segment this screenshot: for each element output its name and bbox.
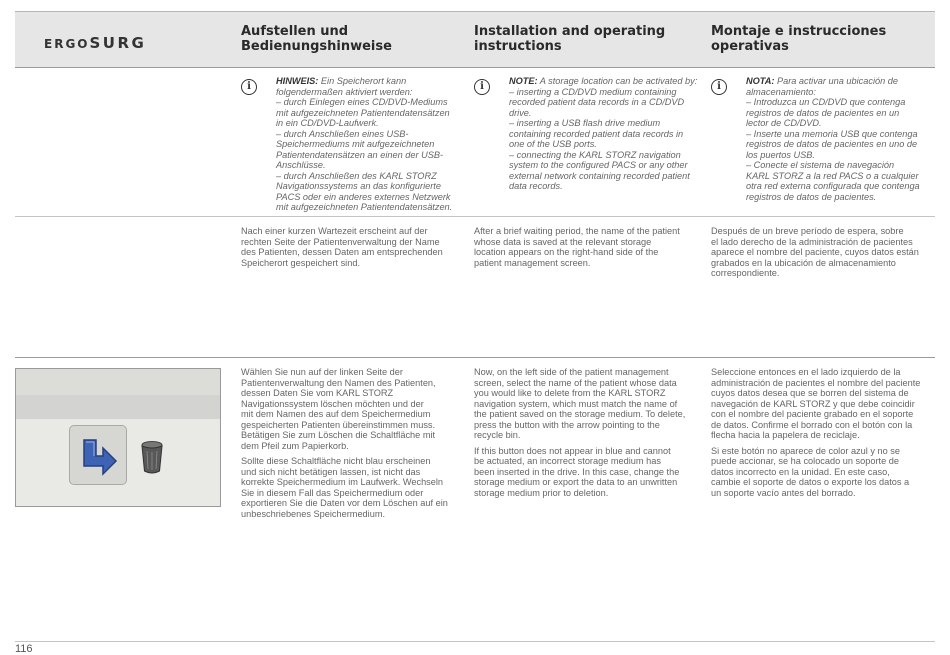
logo-ergo: ERGO <box>44 37 90 51</box>
paragraph-line: storage medium prior to deletion. <box>474 487 609 498</box>
note-line-text: PACS oder ein anderes externes Netzwerk <box>276 191 451 202</box>
screenshot-band <box>16 369 220 395</box>
paragraph-line: administración de pacientes el nombre del paciente <box>711 377 921 388</box>
paragraph-line: unbeschriebenes Speichermedium. <box>241 508 386 519</box>
note-line <box>509 87 697 98</box>
note-line <box>276 150 452 161</box>
note-line <box>276 76 452 87</box>
paragraph-line: Seleccione entonces en el lado izquierdo de la <box>711 367 901 377</box>
paragraph-line: Patientenverwaltung den Namen des Patienten, <box>241 377 436 388</box>
section-divider <box>15 216 935 217</box>
paragraph-german-2 <box>241 367 448 519</box>
note-line-text: one of the USB ports. <box>509 139 597 149</box>
paragraph-line: Después de un breve período de espera, sobre <box>711 226 904 236</box>
paragraph-line: cuyos datos desea que se borren del sistema de <box>711 388 909 398</box>
paragraph-line: the patient saved on the storage medium. To delete, <box>474 409 686 419</box>
note-line <box>276 139 452 150</box>
paragraph-line: patient management screen. <box>474 257 591 268</box>
note-line <box>276 108 452 119</box>
logo-surg: SURG <box>89 34 147 52</box>
paragraph-spanish-2 <box>711 367 920 498</box>
note-line-text: data records. <box>509 181 563 191</box>
note-line <box>276 118 452 129</box>
note-line-text: folgendermaßen aktiviert werden: <box>276 86 413 97</box>
note-line <box>509 118 697 129</box>
paragraph-line: aparece el nombre del paciente, cuyos datos están <box>711 247 919 257</box>
trash-icon <box>139 439 165 475</box>
note-line-text: KARL STORZ a la red PACS o a cualquier <box>746 170 919 181</box>
delete-button-screenshot <box>15 368 221 507</box>
paragraph-line: exportieren Sie die Daten vor dem Löschen auf ein <box>241 498 448 508</box>
paragraph-line: des Patienten, dessen Daten am entsprechenden <box>241 247 443 257</box>
note-label: NOTA: <box>746 76 775 86</box>
paragraph-english-1 <box>474 226 680 268</box>
note-line-text: mit aufgezeichneten Patientendatensätzen <box>276 107 450 118</box>
paragraph-english-2 <box>474 367 685 498</box>
paragraph-line: navigation system, which must match the name of <box>474 398 678 409</box>
heading-german-line: Bedienungshinweise <box>241 39 392 54</box>
note-spanish-text <box>746 76 920 202</box>
note-line <box>746 160 920 171</box>
note-line <box>509 97 697 108</box>
paragraph-line: Sollte diese Schaltfläche nicht blau erscheinen <box>241 456 431 466</box>
paragraph-line: location appears on the right-hand side of the <box>474 247 659 257</box>
paragraph-line: screen, select the name of the patient whose data <box>474 377 677 388</box>
note-line-text: mit aufgezeichneten Patientendatensätzen. <box>276 202 453 212</box>
note-line-text: lector de CD/DVD. <box>746 118 822 128</box>
note-line <box>276 97 452 108</box>
heading-german <box>241 24 456 54</box>
paragraph-line: flecha hacia la papelera de reciclaje. <box>711 430 860 440</box>
paragraph-line: rechten Seite der Patientenverwaltung der Name <box>241 236 440 247</box>
note-english-text <box>509 76 697 192</box>
note-line-text: recorded patient data records in a CD/DVD <box>509 97 685 107</box>
note-line <box>509 76 697 87</box>
note-line <box>276 202 452 213</box>
note-line <box>509 139 697 150</box>
note-line-text: – Conecte el sistema de navegación <box>746 160 895 170</box>
note-line-text: – durch Anschließen eines USB- <box>276 128 409 139</box>
note-line <box>509 171 697 182</box>
paragraph-line: recycle bin. <box>474 430 521 440</box>
note-line-text: Speichermediums mit aufgezeichneten <box>276 139 435 149</box>
arrow-right-icon <box>70 426 128 486</box>
info-icon: i <box>241 79 257 95</box>
info-icon: i <box>474 79 490 95</box>
paragraph-line: be actuated, an incorrect storage medium has <box>474 456 661 466</box>
note-line-text: drive. <box>509 107 532 118</box>
paragraph-line: navegación de KARL STORZ y que debe coincidir <box>711 398 915 409</box>
note-line <box>746 87 920 98</box>
paragraph-line: con el nombre del paciente grabado en el soporte <box>711 409 914 419</box>
note-line <box>746 76 920 87</box>
note-line <box>746 150 920 161</box>
note-line <box>509 181 697 192</box>
paragraph-line: de datos. Confirme el borrado con el botón con la <box>711 419 913 430</box>
note-line-text: – durch Anschließen des KARL STORZ <box>276 170 437 181</box>
note-line <box>746 118 920 129</box>
paragraph-line: mit dem Namen des auf dem Speichermedium <box>241 409 431 419</box>
note-line <box>746 181 920 192</box>
heading-spanish <box>711 24 926 54</box>
note-line <box>509 150 697 161</box>
footer-divider <box>15 641 935 642</box>
paragraph-german-1 <box>241 226 443 268</box>
paragraph-line: Wählen Sie nun auf der linken Seite der <box>241 367 403 377</box>
heading-spanish-line: operativas <box>711 39 789 54</box>
paragraph-line: puede accionar, se ha colocado un soporte de <box>711 456 899 466</box>
paragraph-line: whose data is saved at the relevant storage <box>474 236 652 247</box>
paragraph-line: datos incorrecto en la unidad. En este caso, <box>711 466 890 477</box>
note-line <box>746 139 920 150</box>
note-line-text: A storage location can be activated by: <box>537 76 698 86</box>
paragraph-line: you would like to delete from the KARL STORZ <box>474 388 666 398</box>
paragraph-line: cambie el soporte de datos o exporte los datos a <box>711 477 910 487</box>
note-line <box>746 108 920 119</box>
note-line <box>509 129 697 140</box>
heading-english-line: Installation and operating <box>474 24 666 39</box>
note-line-text: external network containing recorded patient <box>509 170 690 181</box>
paragraph-line: Navigationssystem löschen möchten und der <box>241 398 424 409</box>
note-line-text: – Introduzca un CD/DVD que contenga <box>746 97 906 107</box>
info-icon: i <box>711 79 727 95</box>
paragraph-line: Betätigen Sie zum Löschen die Schaltfläche mit <box>241 430 436 440</box>
paragraph-line: korrekte Speichermedium im Laufwerk. Wechseln <box>241 477 444 487</box>
note-line <box>509 108 697 119</box>
paragraph-line: Speicherort gespeichert sind. <box>241 257 360 268</box>
note-line <box>746 129 920 140</box>
note-line-text: otra red externa configurada que contenga <box>746 181 920 191</box>
note-line-text: containing recorded patient data records in <box>509 128 684 139</box>
paragraph-line: el lado derecho de la administración de pacientes <box>711 236 913 247</box>
screenshot-band <box>16 395 220 419</box>
paragraph-line: Sie in diesem Fall das Speichermedium oder <box>241 487 424 498</box>
note-line <box>276 192 452 203</box>
note-line-text: Patientendatensätzen an einen der USB- <box>276 149 444 160</box>
note-line-text: Navigationssystems an das konfigurierte <box>276 181 441 191</box>
paragraph-line: grabados en la ubicación de almacenamiento <box>711 257 896 268</box>
note-line-text: in ein CD/DVD-Laufwerk. <box>276 118 379 128</box>
note-line-text: los puertos USB. <box>746 149 815 160</box>
note-line <box>509 160 697 171</box>
note-line <box>276 129 452 140</box>
note-line-text: system to the configured PACS or any other <box>509 160 688 170</box>
paragraph-line: und sich nicht betätigen lassen, ist nicht das <box>241 466 421 477</box>
paragraph-line: After a brief waiting period, the name of the patient <box>474 226 680 236</box>
page-number: 116 <box>15 643 33 655</box>
paragraph-line: gespeicherten Patienten übereinstimmen muss. <box>241 419 436 430</box>
note-line-text: registros de datos de pacientes en uno de <box>746 139 918 149</box>
paragraph-line: un soporte vacío antes del borrado. <box>711 487 856 498</box>
note-line-text: Anschlüsse. <box>276 160 326 170</box>
paragraph-line: dessen Daten Sie vom KARL STORZ <box>241 388 394 398</box>
note-line-text: Ein Speicherort kann <box>318 76 407 86</box>
note-line-text: Para activar una ubicación de <box>774 76 899 86</box>
note-line-text: almacenamiento: <box>746 86 816 97</box>
paragraph-spanish-1 <box>711 226 919 279</box>
note-label: HINWEIS: <box>276 76 319 86</box>
paragraph-line: storage medium or export the data to an unwritten <box>474 477 678 487</box>
note-line <box>746 192 920 203</box>
note-line-text: registros de datos de pacientes en un <box>746 107 900 118</box>
heading-german-line: Aufstellen und <box>241 24 349 39</box>
ergosurg-logo <box>44 33 146 52</box>
note-line-text: – durch Einlegen eines CD/DVD-Mediums <box>276 97 448 107</box>
heading-english <box>474 24 694 54</box>
note-label: NOTE: <box>509 76 538 86</box>
note-line <box>276 171 452 182</box>
paragraph-line: If this button does not appear in blue and cannot <box>474 445 671 456</box>
note-line-text: – inserting a CD/DVD medium containing <box>509 86 677 97</box>
page-header <box>15 11 935 68</box>
note-line <box>746 171 920 182</box>
note-line-text: registros de datos de pacientes. <box>746 191 877 202</box>
delete-arrow-button <box>69 425 127 485</box>
note-line <box>276 181 452 192</box>
paragraph-line: Now, on the left side of the patient management <box>474 367 669 377</box>
section-divider <box>15 357 935 358</box>
paragraph-line: dem Pfeil zum Papierkorb. <box>241 440 349 451</box>
heading-english-line: instructions <box>474 39 562 54</box>
note-line <box>276 87 452 98</box>
note-line-text: – Inserte una memoria USB que contenga <box>746 128 918 139</box>
note-line-text: – inserting a USB flash drive medium <box>509 118 661 128</box>
note-line <box>276 160 452 171</box>
note-german-text <box>276 76 452 213</box>
heading-spanish-line: Montaje e instrucciones <box>711 24 887 39</box>
paragraph-line: press the button with the arrow pointing to the <box>474 419 660 430</box>
paragraph-line: Si este botón no aparece de color azul y no se <box>711 445 900 456</box>
paragraph-line: correspondiente. <box>711 268 780 278</box>
note-line <box>746 97 920 108</box>
note-line-text: – connecting the KARL STORZ navigation <box>509 149 681 160</box>
paragraph-line: Nach einer kurzen Wartezeit erscheint auf der <box>241 226 428 236</box>
paragraph-line: been inserted in the drive. In this case, change the <box>474 466 680 477</box>
